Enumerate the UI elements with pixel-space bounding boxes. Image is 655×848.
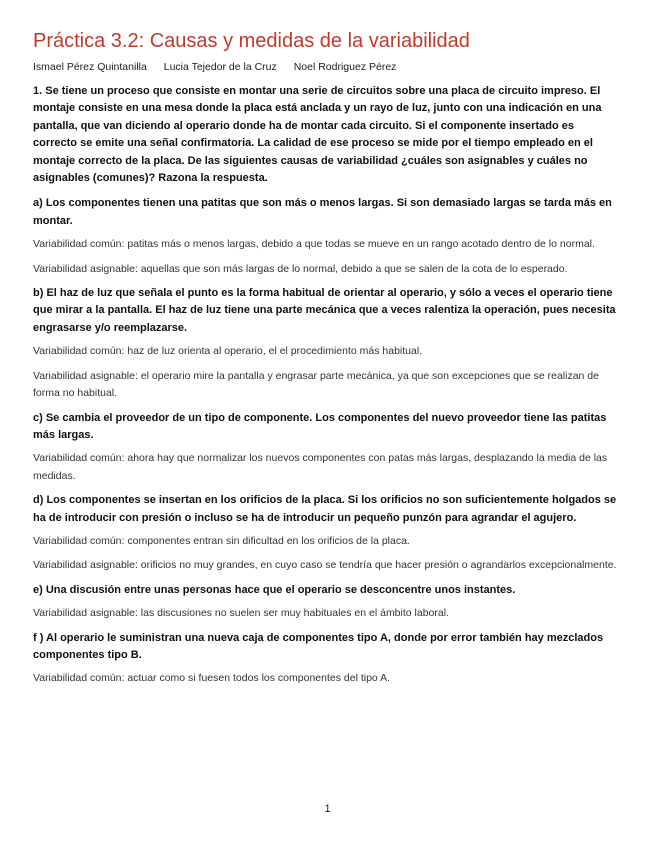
answer-paragraph: Variabilidad asignable: las discusiones no suelen ser muy habituales en el ámbito laboral. [33,607,449,620]
page-title: Práctica 3.2: Causas y medidas de la variabilidad [33,30,470,52]
answer-paragraph: Variabilidad común: actuar como si fuesen todos los componentes del tipo A. [33,672,391,685]
question-d: d) Los componentes se insertan en los orificios de la placa. Si los orificios no son suficientemente holgados se ha de introducir con presión o incluso se ha de introducir un pequeño punzón para agrandar el agujero. [33,494,617,524]
question-c: c) Se cambia el proveedor de un tipo de componente. Los componentes del nuevo proveedor tiene las patitas más largas. [33,411,607,441]
intro-question: 1. Se tiene un proceso que consiste en montar una serie de circuitos sobre una placa de circuito impreso. El montaje consiste en una mesa donde la placa está anclada y un rayo de luz, junto con una indicación en una pantalla, que van diciendo al operario donde ha de montar cada circuito. Si el componente insertado es correcto se emite una señal confirmatoria. La calidad de ese proceso se mide por el tiempo empleado en el montaje correcto de la placa. De las siguientes causas de variabilidad ¿cuáles son asignables y cuáles no asignables (comunes)? Razona la respuesta. [33,85,602,185]
answer-paragraph: Variabilidad asignable: el operario mire la pantalla y engrasar parte mecánica, ya que son excepciones que se realizan de forma no habitual. [33,369,599,400]
answer-paragraph: Variabilidad asignable: orificios no muy grandes, en cuyo caso se tendría que hacer presión o agrandarlos excepcionalmente. [33,559,617,572]
document-body [33,83,618,695]
question-a: a) Los componentes tienen una patitas que son más o menos largas. Si son demasiado largas se tarda más en montar. [33,197,612,227]
author-name: Noel Rodriguez Pérez [293,61,397,73]
answer-paragraph: Variabilidad común: componentes entran sin dificultad en los orificios de la placa. [33,534,410,547]
question-f: f ) Al operario le suministran una nueva caja de componentes tipo A, donde por error también hay mezclados componentes tipo B. [33,631,604,661]
answer-paragraph: Variabilidad común: haz de luz orienta al operario, el el procedimiento más habitual. [33,345,423,358]
page-number: 1 [324,803,331,815]
answer-paragraph: Variabilidad común: patitas más o menos largas, debido a que todas se mueve en un rango acotado dentro de lo normal. [33,238,595,251]
answer-paragraph: Variabilidad asignable: aquellas que son más largas de lo normal, debido a que se salen de la cota de lo esperado. [33,262,568,275]
question-e: e) Una discusión entre unas personas hace que el operario se desconcentre unos instantes. [33,583,516,596]
question-b: b) El haz de luz que señala el punto es la forma habitual de orientar al operario, y sólo a veces el operario tiene que mirar a la pantalla. El haz de luz tiene una parte mecánica que a veces ralentiza la operación, pues necesita engrasarse y/o reemplazarse. [33,287,616,334]
author-name: Ismael Pérez Quintanilla [33,61,147,73]
author-list [33,61,410,73]
author-name: Lucia Tejedor de la Cruz [163,61,277,73]
answer-paragraph: Variabilidad común: ahora hay que normalizar los nuevos componentes con patas más largas, desplazando la media de las medidas. [33,452,608,482]
